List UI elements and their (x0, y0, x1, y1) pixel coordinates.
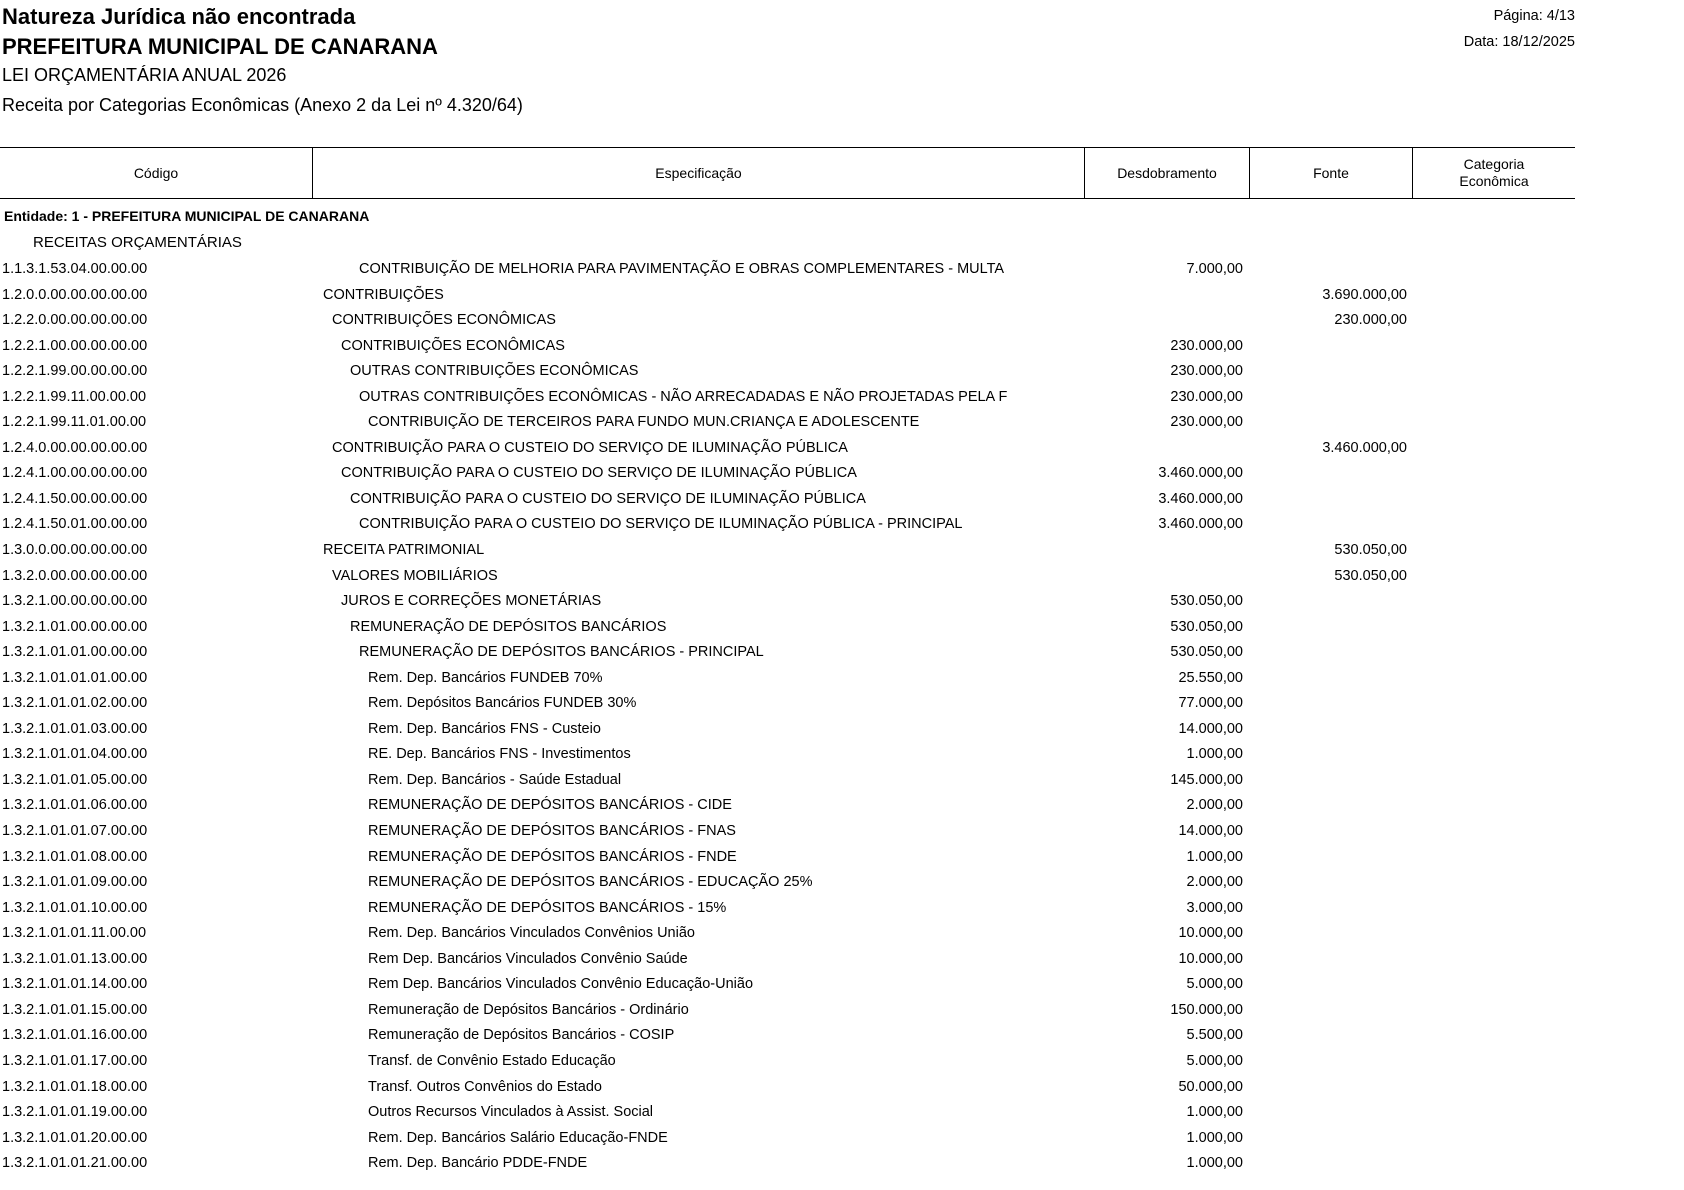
section-label: RECEITAS ORÇAMENTÁRIAS (33, 234, 242, 251)
row-description: CONTRIBUIÇÃO PARA O CUSTEIO DO SERVIÇO DE ILUMINAÇÃO PÚBLICA (341, 465, 857, 482)
row-desdobramento: 50.000,00 (1178, 1078, 1243, 1095)
row-desdobramento: 230.000,00 (1170, 363, 1243, 380)
row-code: 1.3.2.1.01.01.14.00.00 (2, 976, 148, 993)
row-code: 1.2.2.1.99.11.00.00.00 (2, 388, 147, 405)
row-desdobramento: 14.000,00 (1178, 720, 1243, 737)
table-header (0, 147, 1575, 199)
row-fonte: 530.050,00 (1334, 567, 1407, 584)
table-row (0, 1049, 1575, 1075)
table-row (0, 334, 1575, 360)
row-code: 1.2.0.0.00.00.00.00.00 (2, 286, 148, 303)
row-description: REMUNERAÇÃO DE DEPÓSITOS BANCÁRIOS - CIDE (368, 797, 732, 814)
row-description: REMUNERAÇÃO DE DEPÓSITOS BANCÁRIOS - 15% (368, 899, 727, 916)
row-desdobramento: 1.000,00 (1186, 1129, 1243, 1146)
table-row (0, 283, 1575, 309)
page-number: Página: 4/13 (1493, 8, 1575, 24)
row-description: REMUNERAÇÃO DE DEPÓSITOS BANCÁRIOS - PRINCIPAL (359, 644, 764, 661)
row-code: 1.2.2.1.99.11.01.00.00 (2, 414, 147, 431)
row-code: 1.3.2.1.01.01.02.00.00 (2, 695, 148, 712)
row-description: Outros Recursos Vinculados à Assist. Social (368, 1104, 654, 1121)
row-description: CONTRIBUIÇÃO PARA O CUSTEIO DO SERVIÇO DE ILUMINAÇÃO PÚBLICA - PRINCIPAL (359, 516, 963, 533)
row-desdobramento: 3.460.000,00 (1158, 465, 1243, 482)
row-desdobramento: 1.000,00 (1186, 1104, 1243, 1121)
row-description: OUTRAS CONTRIBUIÇÕES ECONÔMICAS (350, 363, 639, 380)
column-header-categoria-line2: Econômica (1459, 173, 1529, 189)
row-description: VALORES MOBILIÁRIOS (332, 567, 498, 584)
row-description: REMUNERAÇÃO DE DEPÓSITOS BANCÁRIOS - FNDE (368, 848, 737, 865)
row-code: 1.2.4.1.50.01.00.00.00 (2, 516, 148, 533)
column-header-categoria-line1: Categoria (1463, 156, 1525, 172)
table-row (0, 640, 1575, 666)
row-code: 1.3.2.1.01.01.16.00.00 (2, 1027, 148, 1044)
row-fonte: 3.460.000,00 (1322, 439, 1407, 456)
row-desdobramento: 3.460.000,00 (1158, 516, 1243, 533)
row-code: 1.3.2.1.01.01.19.00.00 (2, 1104, 148, 1121)
row-desdobramento: 530.050,00 (1170, 618, 1243, 635)
row-description: Rem Dep. Bancários Vinculados Convênio Saúde (368, 950, 688, 967)
row-description: Rem. Dep. Bancários FNS - Custeio (368, 720, 601, 737)
row-desdobramento: 230.000,00 (1170, 337, 1243, 354)
row-description: REMUNERAÇÃO DE DEPÓSITOS BANCÁRIOS - EDUCAÇÃO 25% (368, 874, 813, 891)
row-code: 1.3.2.1.01.01.20.00.00 (2, 1129, 148, 1146)
table-row (0, 1126, 1575, 1152)
row-desdobramento: 2.000,00 (1186, 874, 1243, 891)
row-desdobramento: 530.050,00 (1170, 644, 1243, 661)
table-row (0, 691, 1575, 717)
row-code: 1.3.2.1.01.01.13.00.00 (2, 950, 148, 967)
column-header-fonte: Fonte (1250, 148, 1413, 198)
law-title: LEI ORÇAMENTÁRIA ANUAL 2026 (2, 65, 287, 85)
table-row (0, 819, 1575, 845)
table-row (0, 512, 1575, 538)
row-description: REMUNERAÇÃO DE DEPÓSITOS BANCÁRIOS - FNAS (368, 823, 736, 840)
table-row (0, 1075, 1575, 1101)
row-desdobramento: 1.000,00 (1186, 1155, 1243, 1172)
row-code: 1.3.2.1.00.00.00.00.00 (2, 593, 148, 610)
row-fonte: 230.000,00 (1334, 312, 1407, 329)
row-description: REMUNERAÇÃO DE DEPÓSITOS BANCÁRIOS (350, 618, 667, 635)
row-desdobramento: 230.000,00 (1170, 414, 1243, 431)
row-code: 1.1.3.1.53.04.00.00.00 (2, 261, 148, 277)
row-desdobramento: 150.000,00 (1170, 1001, 1243, 1018)
row-code: 1.2.2.0.00.00.00.00.00 (2, 312, 148, 329)
row-description: OUTRAS CONTRIBUIÇÕES ECONÔMICAS - NÃO ARRECADADAS E NÃO PROJETADAS PELA F (359, 388, 1008, 405)
row-desdobramento: 5.500,00 (1186, 1027, 1243, 1044)
column-header-categoria (1413, 148, 1575, 198)
row-fonte: 530.050,00 (1334, 542, 1407, 559)
entity-label: Entidade: 1 - PREFEITURA MUNICIPAL DE CANARANA (4, 208, 370, 224)
row-code: 1.3.2.1.01.01.06.00.00 (2, 797, 148, 814)
table-row (0, 1151, 1575, 1177)
row-code: 1.2.2.1.99.00.00.00.00 (2, 363, 148, 380)
row-description: Rem. Dep. Bancários FUNDEB 70% (368, 669, 603, 686)
row-code: 1.3.2.1.01.01.00.00.00 (2, 644, 148, 661)
row-code: 1.3.2.1.01.01.07.00.00 (2, 823, 148, 840)
table-row (0, 1023, 1575, 1049)
row-code: 1.2.2.1.00.00.00.00.00 (2, 337, 148, 354)
row-desdobramento: 1.000,00 (1186, 746, 1243, 763)
row-desdobramento: 3.460.000,00 (1158, 490, 1243, 507)
row-code: 1.3.2.0.00.00.00.00.00 (2, 567, 148, 584)
row-desdobramento: 230.000,00 (1170, 388, 1243, 405)
row-code: 1.3.2.1.01.01.08.00.00 (2, 848, 148, 865)
row-desdobramento: 530.050,00 (1170, 593, 1243, 610)
row-desdobramento: 145.000,00 (1170, 771, 1243, 788)
table-row (0, 742, 1575, 768)
row-code: 1.3.2.1.01.01.21.00.00 (2, 1155, 148, 1172)
row-code: 1.2.4.0.00.00.00.00.00 (2, 439, 148, 456)
page-info (1464, 4, 1575, 55)
table-row (0, 845, 1575, 871)
row-desdobramento: 10.000,00 (1178, 925, 1243, 942)
row-desdobramento: 14.000,00 (1178, 823, 1243, 840)
row-desdobramento: 5.000,00 (1186, 1052, 1243, 1069)
row-code: 1.3.2.1.01.01.09.00.00 (2, 874, 148, 891)
table-row (0, 257, 1575, 283)
table-row (0, 410, 1575, 436)
row-desdobramento: 25.550,00 (1178, 669, 1243, 686)
row-code: 1.3.2.1.01.01.18.00.00 (2, 1078, 148, 1095)
row-description: CONTRIBUIÇÃO PARA O CUSTEIO DO SERVIÇO DE ILUMINAÇÃO PÚBLICA (350, 490, 866, 507)
table-row (0, 793, 1575, 819)
row-description: CONTRIBUIÇÕES (323, 286, 444, 303)
table-row (0, 768, 1575, 794)
row-description: Remuneração de Depósitos Bancários - COSIP (368, 1027, 675, 1044)
row-description: Remuneração de Depósitos Bancários - Ordinário (368, 1001, 689, 1018)
row-desdobramento: 5.000,00 (1186, 976, 1243, 993)
row-desdobramento: 1.000,00 (1186, 848, 1243, 865)
report-subtitle: Receita por Categorias Econômicas (Anexo 2 da Lei nº 4.320/64) (2, 95, 523, 115)
table-row (0, 972, 1575, 998)
table-row (0, 896, 1575, 922)
table-row (0, 385, 1575, 411)
table-row (0, 666, 1575, 692)
row-description: Rem. Depósitos Bancários FUNDEB 30% (368, 695, 637, 712)
municipality-title: PREFEITURA MUNICIPAL DE CANARANA (2, 34, 438, 59)
report-date: Data: 18/12/2025 (1463, 33, 1575, 50)
row-description: Rem. Dep. Bancários - Saúde Estadual (368, 771, 622, 788)
table-row (0, 947, 1575, 973)
row-code: 1.3.2.1.01.01.04.00.00 (2, 746, 148, 763)
table-row (0, 589, 1575, 615)
row-description: JUROS E CORREÇÕES MONETÁRIAS (341, 593, 602, 610)
row-fonte: 3.690.000,00 (1322, 286, 1407, 303)
row-code: 1.3.2.1.01.01.05.00.00 (2, 771, 148, 788)
row-description: Rem. Dep. Bancários Vinculados Convênios União (368, 925, 695, 942)
table-row (0, 870, 1575, 896)
row-code: 1.2.4.1.00.00.00.00.00 (2, 465, 148, 482)
row-code: 1.3.2.1.01.01.11.00.00 (2, 925, 147, 942)
row-desdobramento: 2.000,00 (1186, 797, 1243, 814)
legal-nature-title: Natureza Jurídica não encontrada (2, 4, 356, 29)
row-desdobramento: 7.000,00 (1186, 261, 1243, 277)
table-row (0, 717, 1575, 743)
row-description: Transf. de Convênio Estado Educação (368, 1052, 616, 1069)
table-row (0, 538, 1575, 564)
row-desdobramento: 77.000,00 (1178, 695, 1243, 712)
row-code: 1.3.2.1.01.01.01.00.00 (2, 669, 148, 686)
row-desdobramento: 10.000,00 (1178, 950, 1243, 967)
table-row (0, 615, 1575, 641)
row-description: Transf. Outros Convênios do Estado (368, 1078, 602, 1095)
column-header-desdobramento: Desdobramento (1085, 148, 1250, 198)
row-code: 1.3.2.1.01.01.17.00.00 (2, 1052, 148, 1069)
row-description: Rem. Dep. Bancários Salário Educação-FNDE (368, 1129, 668, 1146)
row-description: Rem Dep. Bancários Vinculados Convênio Educação-União (368, 976, 754, 993)
column-header-especificacao: Especificação (313, 148, 1085, 198)
table-row (0, 487, 1575, 513)
row-description: RE. Dep. Bancários FNS - Investimentos (368, 746, 631, 763)
table-row (0, 998, 1575, 1024)
row-description: CONTRIBUIÇÃO PARA O CUSTEIO DO SERVIÇO DE ILUMINAÇÃO PÚBLICA (332, 439, 848, 456)
row-code: 1.3.2.1.01.01.15.00.00 (2, 1001, 148, 1018)
row-code: 1.2.4.1.50.00.00.00.00 (2, 490, 148, 507)
revenue-rows (0, 257, 1575, 1177)
table-row (0, 359, 1575, 385)
table-row (0, 461, 1575, 487)
row-description: CONTRIBUIÇÃO DE TERCEIROS PARA FUNDO MUN.CRIANÇA E ADOLESCENTE (368, 414, 920, 431)
table-row (0, 308, 1575, 334)
row-code: 1.3.2.1.01.01.03.00.00 (2, 720, 148, 737)
row-description: CONTRIBUIÇÃO DE MELHORIA PARA PAVIMENTAÇÃO E OBRAS COMPLEMENTARES - MULTA (359, 261, 1005, 277)
row-description: CONTRIBUIÇÕES ECONÔMICAS (332, 312, 556, 329)
table-row (0, 436, 1575, 462)
row-description: RECEITA PATRIMONIAL (323, 542, 485, 559)
row-code: 1.3.2.1.01.01.10.00.00 (2, 899, 148, 916)
report-header (2, 4, 523, 120)
column-header-codigo: Código (0, 148, 313, 198)
table-row (0, 921, 1575, 947)
table-row (0, 1100, 1575, 1126)
row-code: 1.3.2.1.01.00.00.00.00 (2, 618, 148, 635)
table-row (0, 564, 1575, 590)
row-description: Rem. Dep. Bancário PDDE-FNDE (368, 1155, 588, 1172)
row-description: CONTRIBUIÇÕES ECONÔMICAS (341, 337, 565, 354)
row-code: 1.3.0.0.00.00.00.00.00 (2, 542, 148, 559)
row-desdobramento: 3.000,00 (1186, 899, 1243, 916)
